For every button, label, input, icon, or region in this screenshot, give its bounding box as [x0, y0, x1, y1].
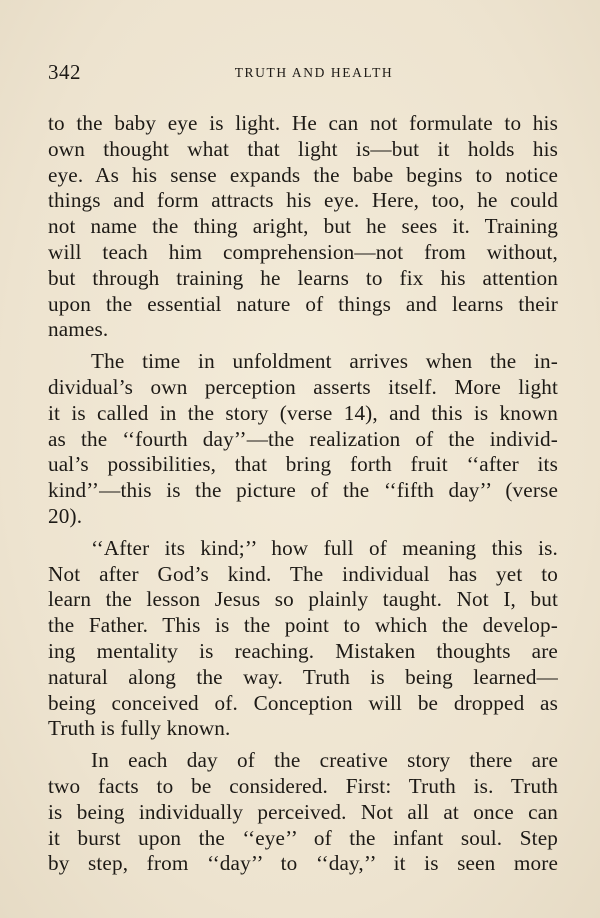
- text-line: Truth is fully known.: [48, 716, 231, 741]
- text-line: ual’s possibilities, that bring forth fruit ‘‘after its: [48, 452, 558, 477]
- text-line: ‘‘After its kind;’’ how full of meaning this is.: [91, 535, 558, 560]
- paragraph-1: [48, 111, 558, 343]
- text-line: 20).: [48, 503, 83, 528]
- text-line: own thought what that light is—but it holds his: [48, 136, 558, 161]
- text-line: but through training he learns to fix his attention: [48, 265, 558, 290]
- text-line: eye. As his sense expands the babe begins to notice: [48, 162, 558, 187]
- text-line: will teach him comprehension—not from without,: [48, 239, 558, 264]
- text-line: dividual’s own perception asserts itself. More light: [48, 374, 558, 399]
- text-line: the Father. This is the point to which the develop-: [48, 613, 558, 638]
- text-line: things and form attracts his eye. Here, too, he could: [48, 188, 558, 213]
- text-line: two facts to be considered. First: Truth is. Truth: [48, 773, 558, 798]
- paragraph-3: [48, 536, 558, 742]
- text-line: being conceived of. Conception will be dropped as: [48, 690, 558, 715]
- text-line: natural along the way. Truth is being learned—: [48, 664, 558, 689]
- text-line: not name the thing aright, but he sees it. Training: [48, 214, 558, 239]
- text-line: kind’’—this is the picture of the ‘‘fifth day’’ (verse: [48, 478, 558, 503]
- body-text: [48, 111, 558, 877]
- text-line: to the baby eye is light. He can not formulate to his: [48, 111, 558, 135]
- text-line: In each day of the creative story there are: [91, 748, 558, 773]
- text-line: Not after God’s kind. The individual has yet to: [48, 561, 558, 586]
- text-line: ing mentality is reaching. Mistaken thoughts are: [48, 638, 558, 663]
- text-line: is being individually perceived. Not all at once can: [48, 799, 558, 824]
- running-title: TRUTH AND HEALTH: [234, 65, 394, 80]
- paragraph-2: [48, 349, 558, 530]
- text-line: by step, from ‘‘day’’ to ‘‘day,’’ it is seen more: [48, 851, 558, 876]
- text-line: upon the essential nature of things and learns their: [48, 291, 558, 316]
- text-line: The time in unfoldment arrives when the in-: [91, 349, 558, 374]
- page-number: 342: [48, 60, 81, 84]
- paragraph-4: [48, 748, 558, 877]
- text-line: it is called in the story (verse 14), and this is known: [48, 400, 558, 425]
- text-line: names.: [48, 317, 109, 342]
- text-line: learn the lesson Jesus so plainly taught. Not I, but: [48, 587, 558, 612]
- running-head: [48, 60, 558, 86]
- text-line: as the ‘‘fourth day’’—the realization of the individ-: [48, 426, 558, 451]
- text-line: it burst upon the ‘‘eye’’ of the infant soul. Step: [48, 825, 558, 850]
